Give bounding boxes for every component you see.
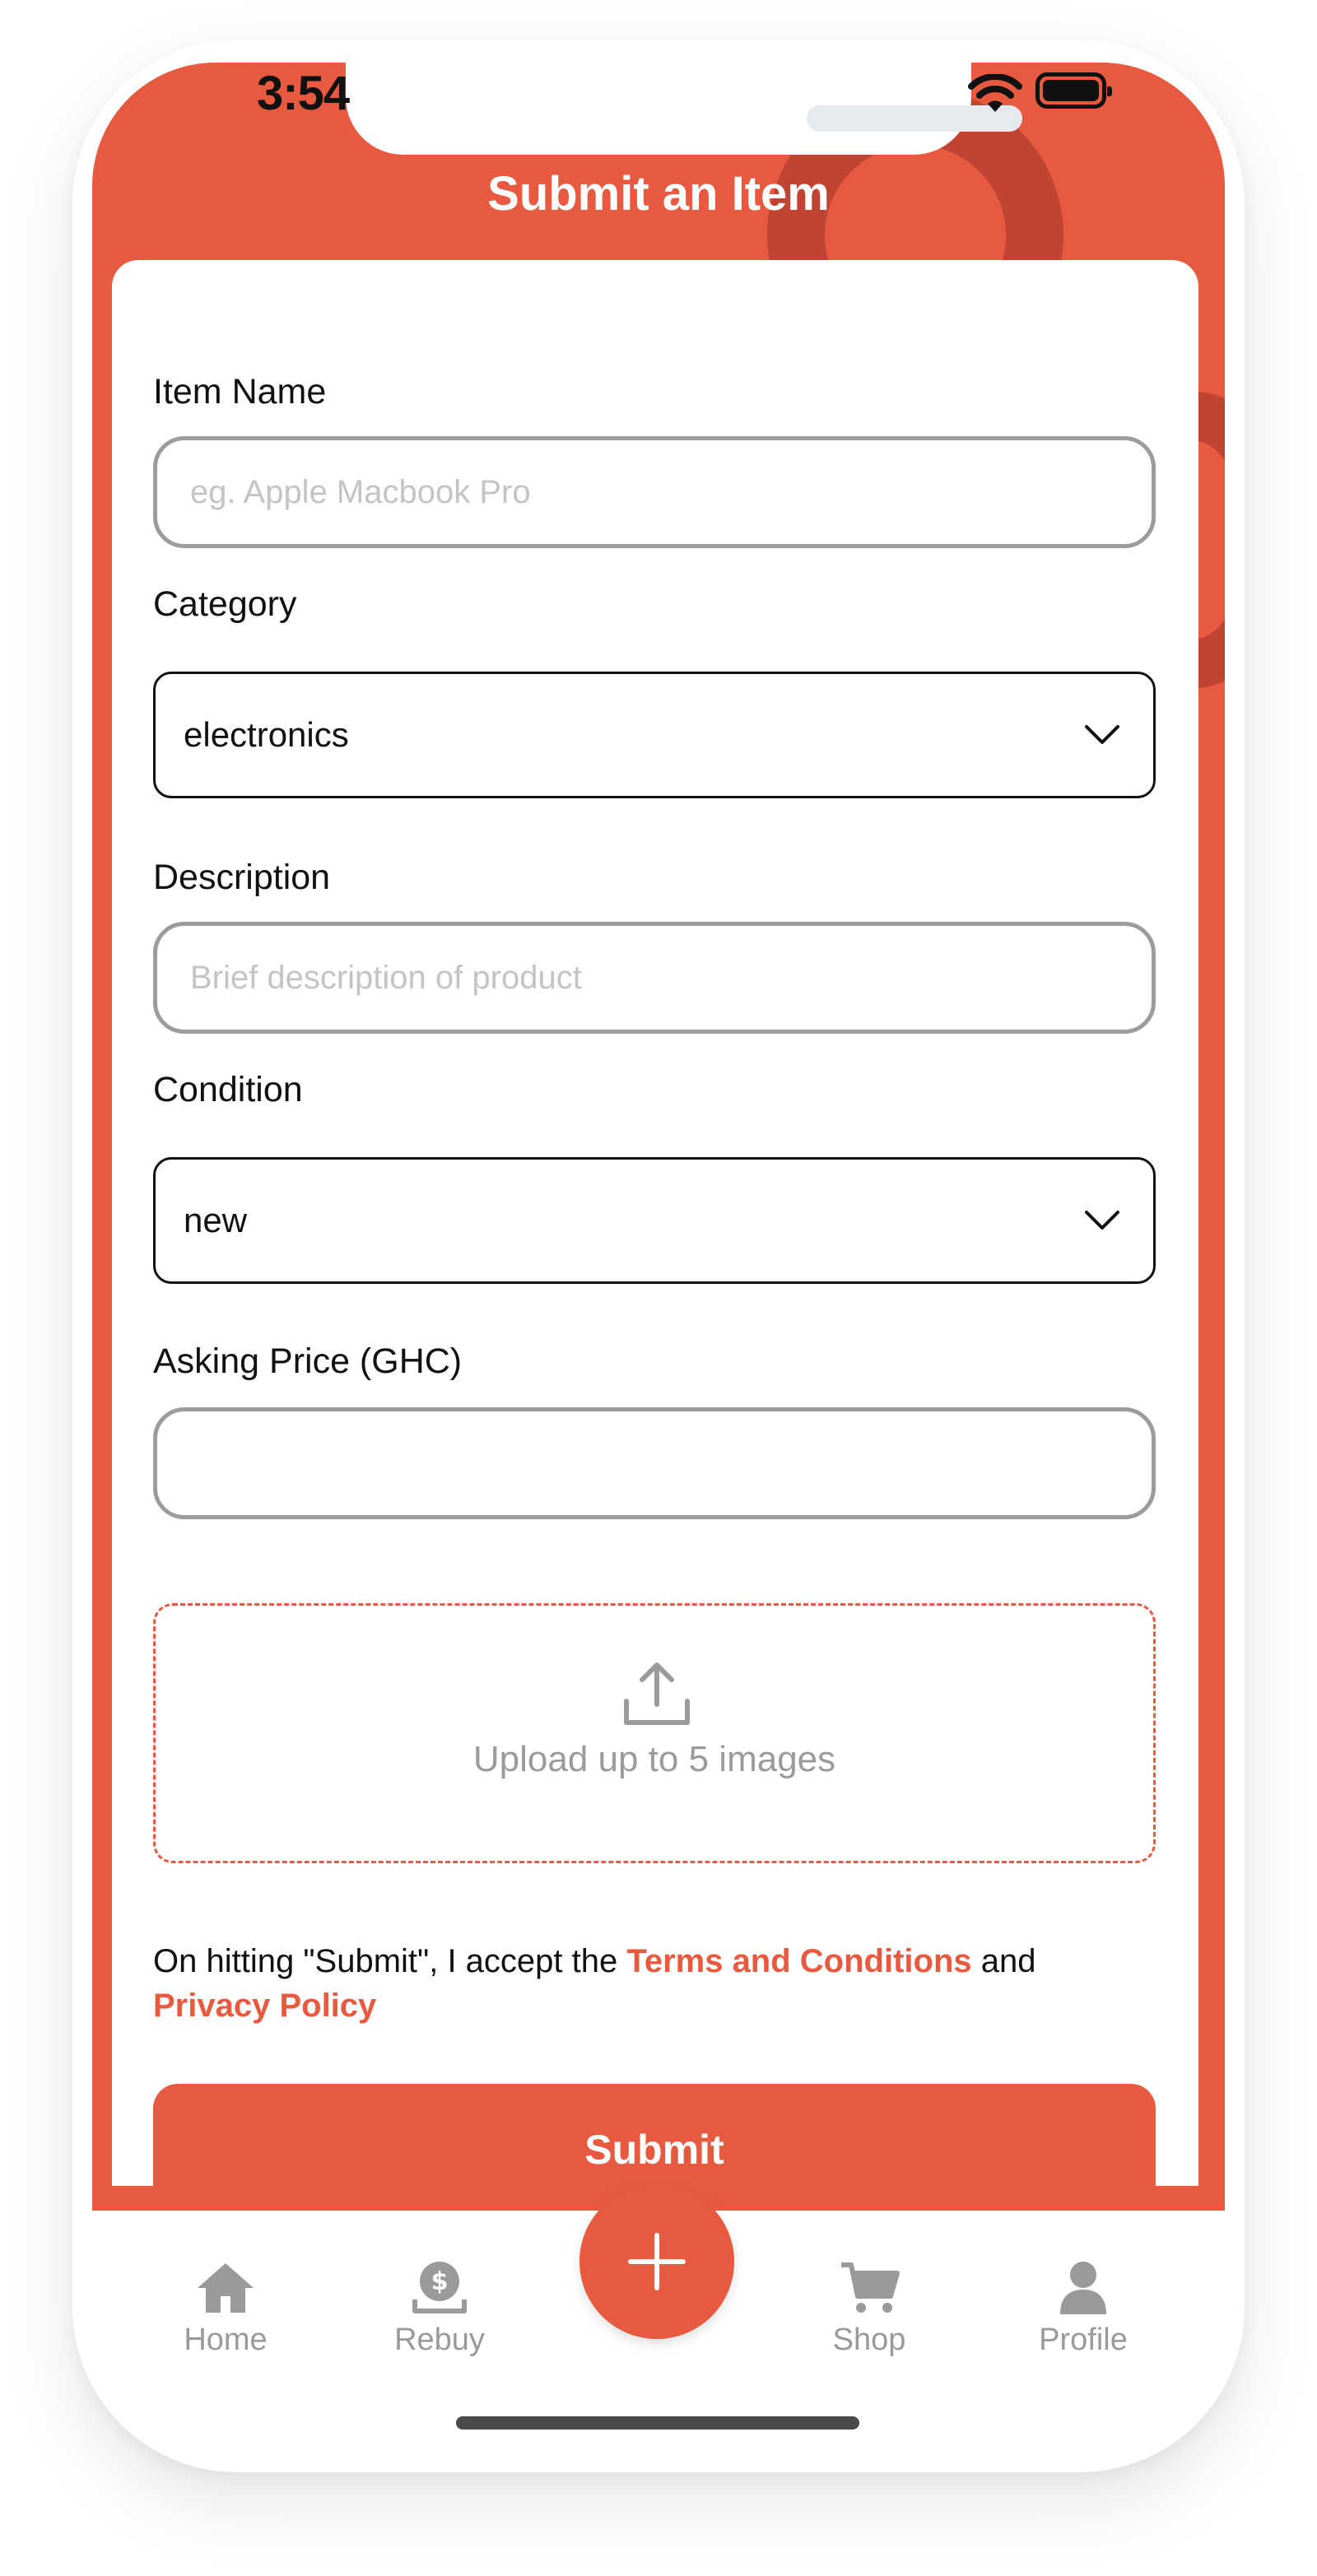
plus-icon xyxy=(624,2229,690,2295)
terms-prefix: On hitting "Submit", I accept the xyxy=(153,1943,627,1979)
page-title: Submit an Item xyxy=(487,167,830,221)
chevron-down-icon xyxy=(1084,724,1120,746)
item-name-input[interactable] xyxy=(153,436,1156,548)
tab-label: Home xyxy=(184,2323,268,2357)
header-background xyxy=(92,63,1225,2211)
price-label: Asking Price (GHC) xyxy=(153,1341,463,1381)
device-notch xyxy=(346,63,971,155)
price-input[interactable] xyxy=(153,1407,1156,1519)
cart-icon xyxy=(838,2258,900,2318)
tab-label: Shop xyxy=(832,2323,906,2357)
wifi-icon xyxy=(968,74,1022,115)
category-label: Category xyxy=(153,584,297,624)
home-icon xyxy=(194,2258,257,2318)
tab-home[interactable] xyxy=(135,2258,316,2358)
tab-shop[interactable] xyxy=(779,2258,960,2358)
submit-button[interactable]: Submit xyxy=(153,2084,1156,2186)
tab-label: Profile xyxy=(1039,2323,1128,2357)
condition-label: Condition xyxy=(153,1070,303,1109)
condition-select[interactable] xyxy=(153,1157,1156,1284)
svg-text:$: $ xyxy=(430,2267,449,2296)
chevron-down-icon xyxy=(1084,1210,1120,1231)
terms-link[interactable]: Terms and Conditions xyxy=(626,1943,972,1979)
form-card xyxy=(112,260,1198,2186)
condition-value: new xyxy=(184,1201,248,1239)
description-label: Description xyxy=(153,858,331,897)
item-name-label: Item Name xyxy=(153,372,327,412)
add-item-button[interactable] xyxy=(579,2184,734,2339)
privacy-link[interactable]: Privacy Policy xyxy=(153,1988,377,2024)
image-upload-area[interactable] xyxy=(153,1603,1156,1863)
home-indicator xyxy=(456,2416,859,2430)
status-time: 3:54 xyxy=(257,67,350,120)
description-input[interactable] xyxy=(153,922,1156,1034)
battery-icon xyxy=(1035,72,1106,109)
terms-middle: and xyxy=(971,1943,1036,1979)
tab-profile[interactable] xyxy=(993,2258,1174,2358)
category-value: electronics xyxy=(184,715,349,754)
upload-icon xyxy=(621,1660,692,1727)
terms-notice xyxy=(153,1939,1166,2028)
upload-hint: Upload up to 5 images xyxy=(472,1739,836,1779)
app-screen xyxy=(92,63,1225,2436)
tab-rebuy[interactable] xyxy=(349,2258,530,2358)
category-select[interactable] xyxy=(153,672,1156,798)
money-bag-icon xyxy=(408,2258,471,2318)
user-icon xyxy=(1052,2258,1115,2318)
tab-label: Rebuy xyxy=(394,2323,485,2357)
